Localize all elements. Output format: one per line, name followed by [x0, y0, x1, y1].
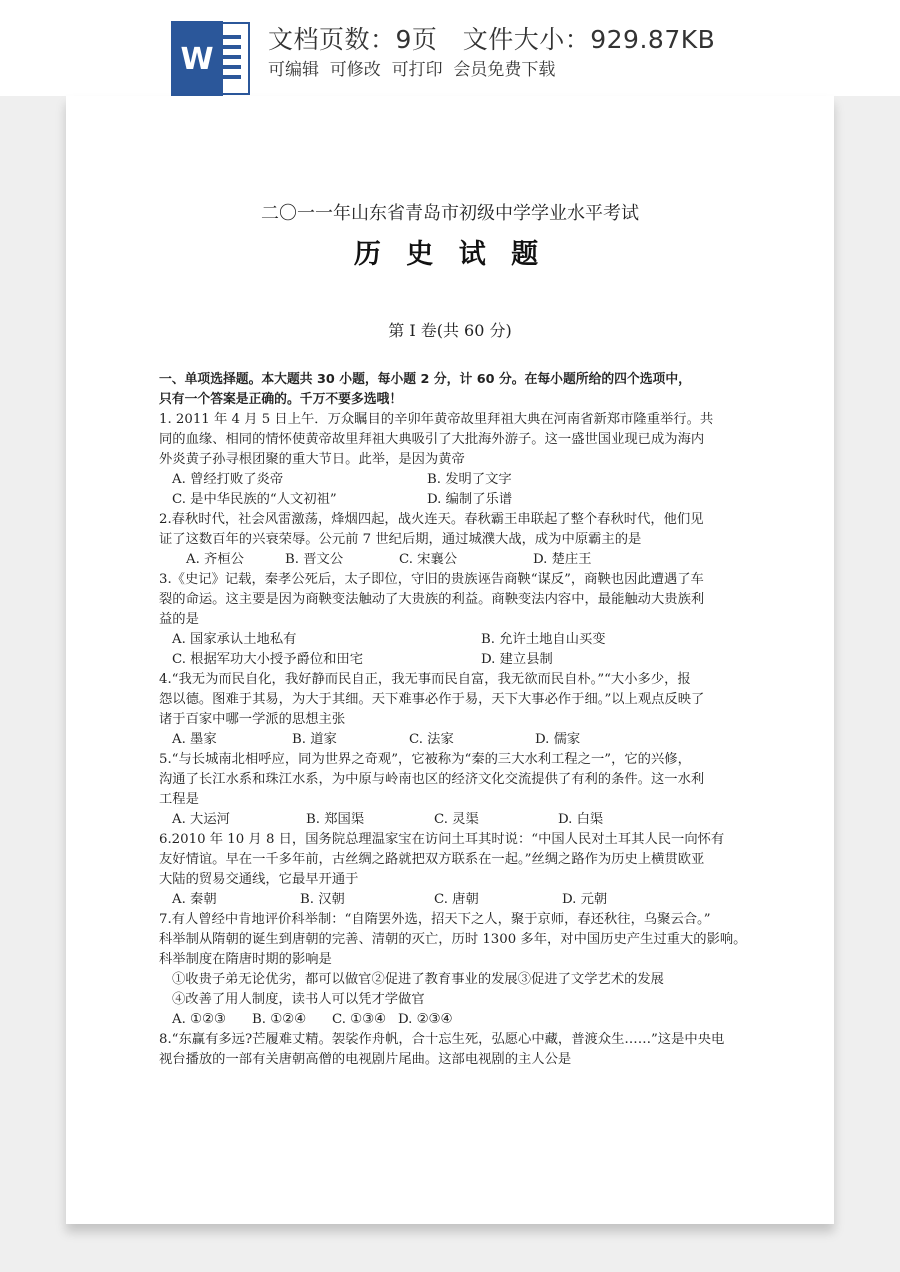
options-row — [159, 490, 749, 510]
svg-text:W: W — [180, 42, 214, 77]
option: B. 允许土地自山买变 — [481, 632, 606, 647]
option: A. 齐桓公 — [186, 552, 244, 567]
file-info: 文档页数：9页 文件大小：929.87KB — [268, 25, 716, 54]
question-line: 5.“与长城南北相呼应，同为世界之奇观”，它被称为“秦的三大水利工程之一”，它的兴修， — [159, 752, 691, 767]
option: D. 楚庄王 — [533, 552, 592, 567]
question-line: 证了这数百年的兴衰荣辱。公元前 7 世纪后期，通过城濮大战，成为中原霸主的是 — [159, 532, 642, 547]
option: C. 宋襄公 — [399, 552, 458, 567]
option: D. 白渠 — [558, 812, 604, 827]
question-line: ④改善了用人制度，读书人可以凭才学做官 — [172, 992, 425, 1007]
option: D. 元朝 — [562, 892, 608, 907]
download-banner — [0, 0, 900, 96]
option: C. 法家 — [409, 732, 454, 747]
question-line: 科举制度在隋唐时期的影响是 — [159, 952, 332, 967]
option: D. ②③④ — [398, 1012, 453, 1027]
question-line: 2.春秋时代，社会风雷激荡，烽烟四起，战火连天。春秋霸王串联起了整个春秋时代，他们见 — [159, 512, 704, 527]
question-line: 3.《史记》记载，秦孝公死后，太子即位，守旧的贵族诬告商鞅“谋反”，商鞅也因此遭遇了车 — [159, 572, 704, 587]
options-row — [159, 810, 749, 830]
option: C. 是中华民族的“人文初祖” — [172, 492, 337, 507]
question-content — [159, 370, 749, 1070]
question-line: 视台播放的一部有关唐朝高僧的电视剧片尾曲。这部电视剧的主人公是 — [159, 1052, 572, 1067]
option: C. 灵渠 — [434, 812, 479, 827]
option: A. ①②③ — [172, 1012, 226, 1027]
question-line: 科举制从隋朝的诞生到唐朝的完善、清朝的灭亡，历时 1300 多年，对中国历史产生过重大的影响。 — [159, 932, 747, 947]
question-line: ①收贵子弟无论优劣，都可以做官②促进了教育事业的发展③促进了文学艺术的发展 — [172, 972, 664, 987]
options-row — [159, 890, 749, 910]
option: D. 儒家 — [535, 732, 581, 747]
option: A. 曾经打败了炎帝 — [172, 472, 284, 487]
file-features: 可编辑 可修改 可打印 会员免费下载 — [268, 60, 556, 80]
question-line: 4.“我无为而民自化，我好静而民自正，我无事而民自富，我无欲而民自朴。”“大小多少，报 — [159, 672, 691, 687]
options-row — [159, 630, 749, 650]
option: A. 秦朝 — [172, 892, 217, 907]
document-page — [66, 96, 834, 1224]
option: B. 晋文公 — [285, 552, 344, 567]
question-line: 同的血缘、相同的情怀使黄帝故里拜祖大典吸引了大批海外游子。这一盛世国业现已成为海内 — [159, 432, 705, 447]
question-line: 外炎黄子孙寻根团聚的重大节日。此举，是因为黄帝 — [159, 452, 465, 467]
option: A. 国家承认土地私有 — [172, 632, 297, 647]
question-line: 6.2010 年 10 月 8 日，国务院总理温家宝在访问土耳其时说：“中国人民对土耳其人民一向怀有 — [159, 832, 725, 847]
word-document-icon — [171, 21, 251, 96]
option: D. 编制了乐谱 — [427, 492, 513, 507]
section-heading: 第 I 卷(共 60 分) — [388, 321, 512, 340]
question-line: 1. 2011 年 4 月 5 日上午．万众瞩目的辛卯年黄帝故里拜祖大典在河南省新郑市隆重举行。共 — [159, 412, 714, 427]
question-line: 诸于百家中哪一学派的思想主张 — [159, 712, 346, 727]
options-row — [159, 650, 749, 670]
question-line: 怨以德。图难于其易，为大于其细。天下难事必作于易，天下大事必作于细。”以上观点反映了 — [159, 692, 705, 707]
option: C. 唐朝 — [434, 892, 479, 907]
subject-title: 历 史 试 题 — [353, 239, 547, 270]
question-line: 8.“东赢有多远?芒履难丈精。袈裟作舟帆，合十忘生死，弘愿心中藏，普渡众生……”这是中央电 — [159, 1032, 725, 1047]
question-line: 7.有人曾经中肯地评价科举制：“自隋罢外选，招天下之人，聚于京师，春还秋往，乌聚云合。” — [159, 912, 711, 927]
options-row — [159, 730, 749, 750]
option: B. 发明了文字 — [427, 472, 512, 487]
question-line: 益的是 — [159, 612, 199, 627]
question-line: 工程是 — [159, 792, 199, 807]
instructions-line: 一、单项选择题。本大题共 30 小题，每小题 2 分，计 60 分。在每小题所给的四个选项中， — [159, 372, 691, 387]
question-line: 大陆的贸易交通线，它最早开通于 — [159, 872, 359, 887]
question-line: 沟通了长江水系和珠江水系，为中原与岭南也区的经济文化交流提供了有利的条件。这一水利 — [159, 772, 705, 787]
option: C. ①③④ — [332, 1012, 386, 1027]
exam-title: 二〇一一年山东省青岛市初级中学学业水平考试 — [261, 203, 639, 224]
option: D. 建立县制 — [481, 652, 553, 667]
question-line: 友好情谊。早在一千多年前，古丝绸之路就把双方联系在一起。”丝绸之路作为历史上横贯欧亚 — [159, 852, 705, 867]
option: A. 墨家 — [172, 732, 217, 747]
option: B. 汉朝 — [300, 892, 345, 907]
options-row — [159, 550, 749, 570]
option: A. 大运河 — [172, 812, 230, 827]
instructions-line: 只有一个答案是正确的。千万不要多选哦！ — [159, 392, 403, 407]
options-row — [159, 470, 749, 490]
question-line: 裂的命运。这主要是因为商鞅变法触动了大贵族的利益。商鞅变法内容中，最能触动大贵族利 — [159, 592, 705, 607]
option: B. ①②④ — [252, 1012, 306, 1027]
option: C. 根据军功大小授予爵位和田宅 — [172, 652, 364, 667]
option: B. 道家 — [292, 732, 337, 747]
option: B. 郑国渠 — [306, 812, 365, 827]
options-row — [159, 1010, 749, 1030]
